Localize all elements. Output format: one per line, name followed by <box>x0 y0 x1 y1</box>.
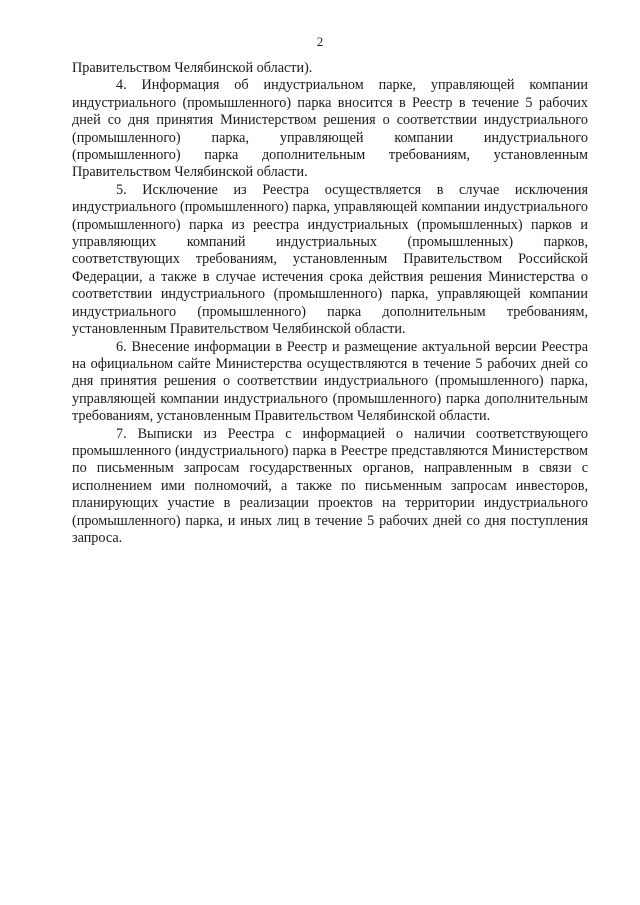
paragraph-item-7: 7. Выписки из Реестра с информацией о наличии соответствующего промышленного (индустриального) парка в Реестре представляются Министерством по письменным запросам государственных органов, направленным в связи с исполнением ими полномочий, а также по письменным запросам инвесторов, планирующих участие в реализации проектов на территории индустриального (промышленного) парка, и иных лиц в течение 5 рабочих дней со дня поступления запроса. <box>72 425 588 546</box>
document-body <box>72 60 588 547</box>
page-number: 2 <box>316 34 324 49</box>
paragraph-continuation: Правительством Челябинской области). <box>72 60 313 76</box>
paragraph-item-6: 6. Внесение информации в Реестр и размещение актуальной версии Реестра на официальном сайте Министерства осуществляются в течение 5 рабочих дней со дня принятия решения о соответствии индустриального (промышленного) парка, управляющей компании индустриального (промышленного) парка дополнительным требованиям, установленным Правительством Челябинской области. <box>72 338 588 425</box>
paragraph-item-4: 4. Информация об индустриальном парке, управляющей компании индустриального (промышленного) парка вносится в Реестр в течение 5 рабочих дней со дня принятия Министерством решения о соответствии индустриального (промышленного) парка, управляющей компании индустриального (промышленного) парка дополнительным требованиям, установленным Правительством Челябинской области. <box>72 77 588 181</box>
paragraph-item-5: 5. Исключение из Реестра осуществляется в случае исключения индустриального (промышленного) парка, управляющей компании индустриального (промышленного) парка из реестра индустриальных (промышленных) парков и управляющих компаний индустриальных (промышленных) парков, соответствующих требованиям, установленным Правительством Российской Федерации, а также в случае истечения срока действия решения Министерства о соответствии индустриального (промышленного) парка, управляющей компании индустриального (промышленного) парка дополнительным требованиям, установленным Правительством Челябинской области. <box>72 181 588 338</box>
